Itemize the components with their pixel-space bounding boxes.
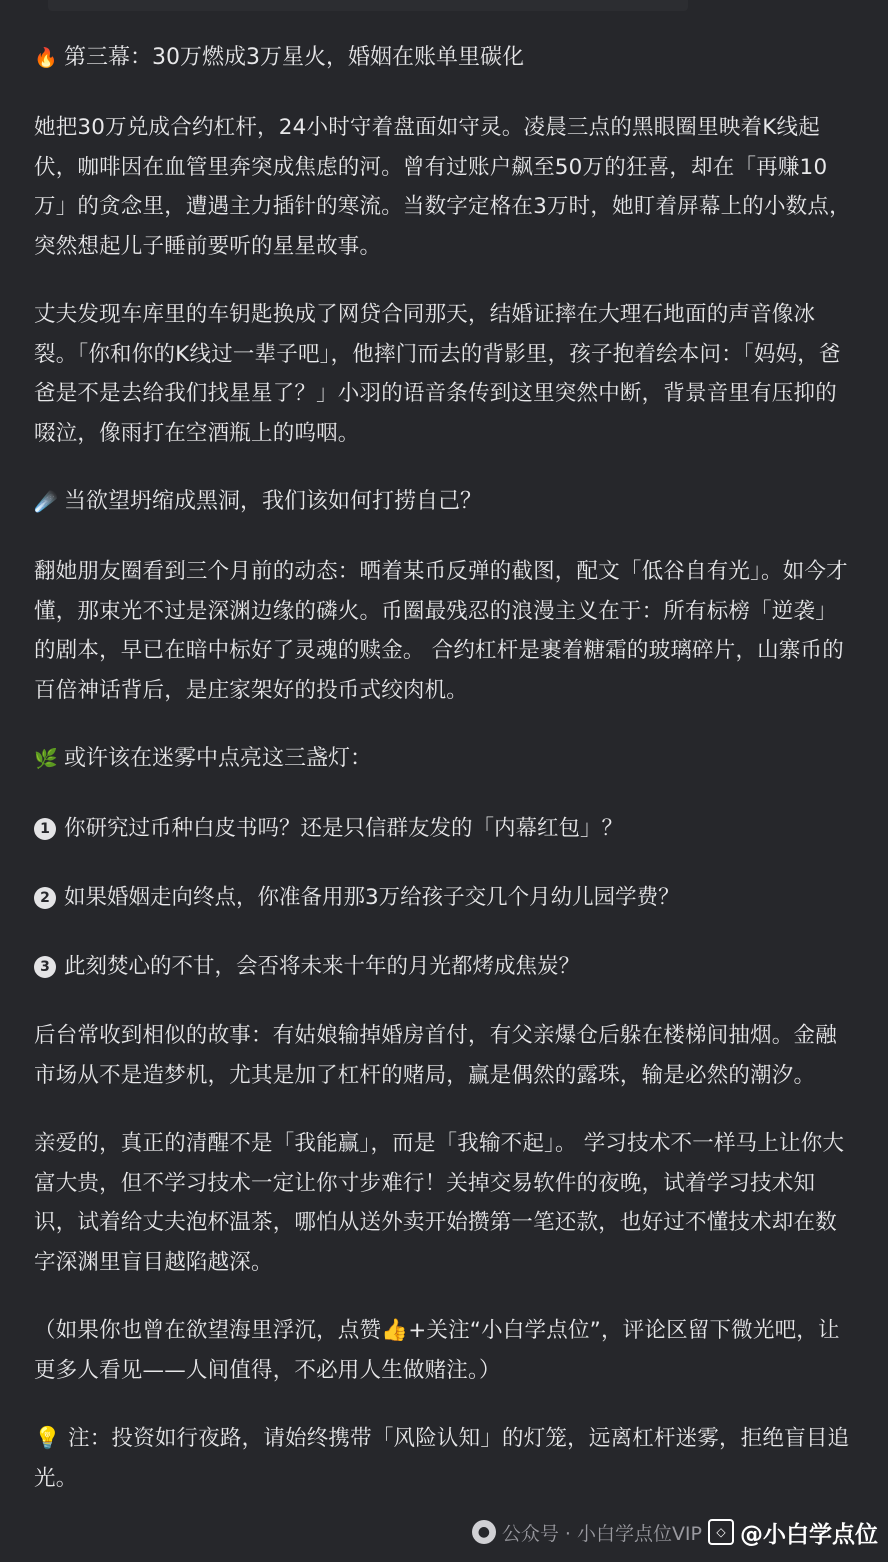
paragraph: 她把30万兑成合约杠杆，24小时守着盘面如守灵。凌晨三点的黑眼圈里映着K线起伏，咖啡因在血管里奔突成焦虑的河。曾有过账户飙至50万的狂喜，却在「再赚10万」的贪念里，遭遇主力插针的寒流。当数字定格在3万时，她盯着屏幕上的小数点，突然想起儿子睡前要听的星星故事。: [34, 115, 851, 259]
note-paragraph: [34, 1419, 856, 1498]
list-item: [34, 878, 856, 918]
paragraph: 后台常收到相似的故事：有姑娘输掉婚房首付，有父亲爆仓后躲在楼梯间抽烟。金融市场从不是造梦机，尤其是加了杠杆的赌局，赢是偶然的露珠，输是必然的潮汐。: [34, 1023, 837, 1088]
number-badge: 1: [34, 818, 56, 840]
fire-icon: 🔥: [34, 47, 58, 69]
paragraph: 亲爱的，真正的清醒不是「我能赢」，而是「我输不起」。 学习技术不一样马上让你大富大贵，但不学习技术一定让你寸步难行！关掉交易软件的夜晚，试着学习技术知识，试着给丈夫泡杯温茶，哪怕从送外卖开始攒第一笔还款，也好过不懂技术却在数字深渊里盲目越陷越深。: [34, 1131, 845, 1275]
thumbs-up-icon: 👍: [381, 1318, 409, 1343]
watermark-platform: 公众号 ·: [501, 1522, 571, 1545]
watermark-faded: 小白学点位VIP: [576, 1522, 702, 1545]
list-item-text: 此刻焚心的不甘，会否将未来十年的月光都烤成焦炭？: [64, 954, 581, 979]
list-item-text: 如果婚姻走向终点，你准备用那3万给孩子交几个月幼儿园学费？: [64, 885, 680, 910]
section-heading-question: [34, 482, 856, 522]
callout-text-after: +关注“小白学点位”，评论区留下微光吧，让更多人看见——人间值得，不必用人生做赌注。）: [34, 1318, 840, 1383]
paragraph: 丈夫发现车库里的车钥匙换成了网贷合同那天，结婚证摔在大理石地面的声音像冰裂。「你和你的K线过一辈子吧」，他摔门而去的背影里，孩子抱着绘本问：「妈妈，爸爸是不是去给我们找星星了？」小羽的语音条传到这里突然中断，背景音里有压抑的啜泣，像雨打在空酒瓶上的呜咽。: [34, 302, 841, 446]
paragraph: 翻她朋友圈看到三个月前的动态：晒着某币反弹的截图，配文「低谷自有光」。如今才懂，那束光不过是深渊边缘的磷火。币圈最残忍的浪漫主义在于：所有标榜「逆袭」的剧本，早已在暗中标好了灵魂的赎金。 合约杠杆是裹着糖霜的玻璃碎片，山寨币的百倍神话背后，是庄家架好的投币式绞肉机。: [34, 559, 848, 703]
list-item: [34, 947, 856, 987]
section-title: 第三幕：30万燃成3万星火，婚姻在账单里碳化: [64, 45, 524, 70]
comet-icon: ☄️: [34, 491, 58, 513]
list-item: [34, 809, 856, 849]
watermark-account: @小白学点位: [740, 1521, 878, 1548]
wechat-icon: ●: [472, 1520, 496, 1544]
callout-text-before: （如果你也曾在欲望海里浮沉，点赞: [34, 1318, 382, 1343]
watermark: [472, 1512, 878, 1552]
herb-icon: 🌿: [34, 748, 58, 770]
note-text: 注：投资如行夜路，请始终携带「风险认知」的灯笼，远离杠杆迷雾，拒绝盲目追光。: [34, 1426, 850, 1491]
section-heading-act3: [34, 38, 856, 78]
section-title: 当欲望坍缩成黑洞，我们该如何打捞自己？: [64, 489, 483, 514]
section-title: 或许该在迷雾中点亮这三盏灯：: [64, 746, 373, 771]
article-body: [34, 38, 856, 1527]
section-heading-lamps: [34, 739, 856, 779]
channel-logo-icon: ◇: [708, 1519, 734, 1545]
number-badge: 2: [34, 887, 56, 909]
lightbulb-icon: 💡: [34, 1426, 61, 1451]
list-item-text: 你研究过币种白皮书吗？还是只信群友发的「内幕红包」？: [64, 816, 624, 841]
number-badge: 3: [34, 956, 56, 978]
top-scroll-bar: [48, 0, 688, 11]
callout-paragraph: [34, 1311, 856, 1390]
